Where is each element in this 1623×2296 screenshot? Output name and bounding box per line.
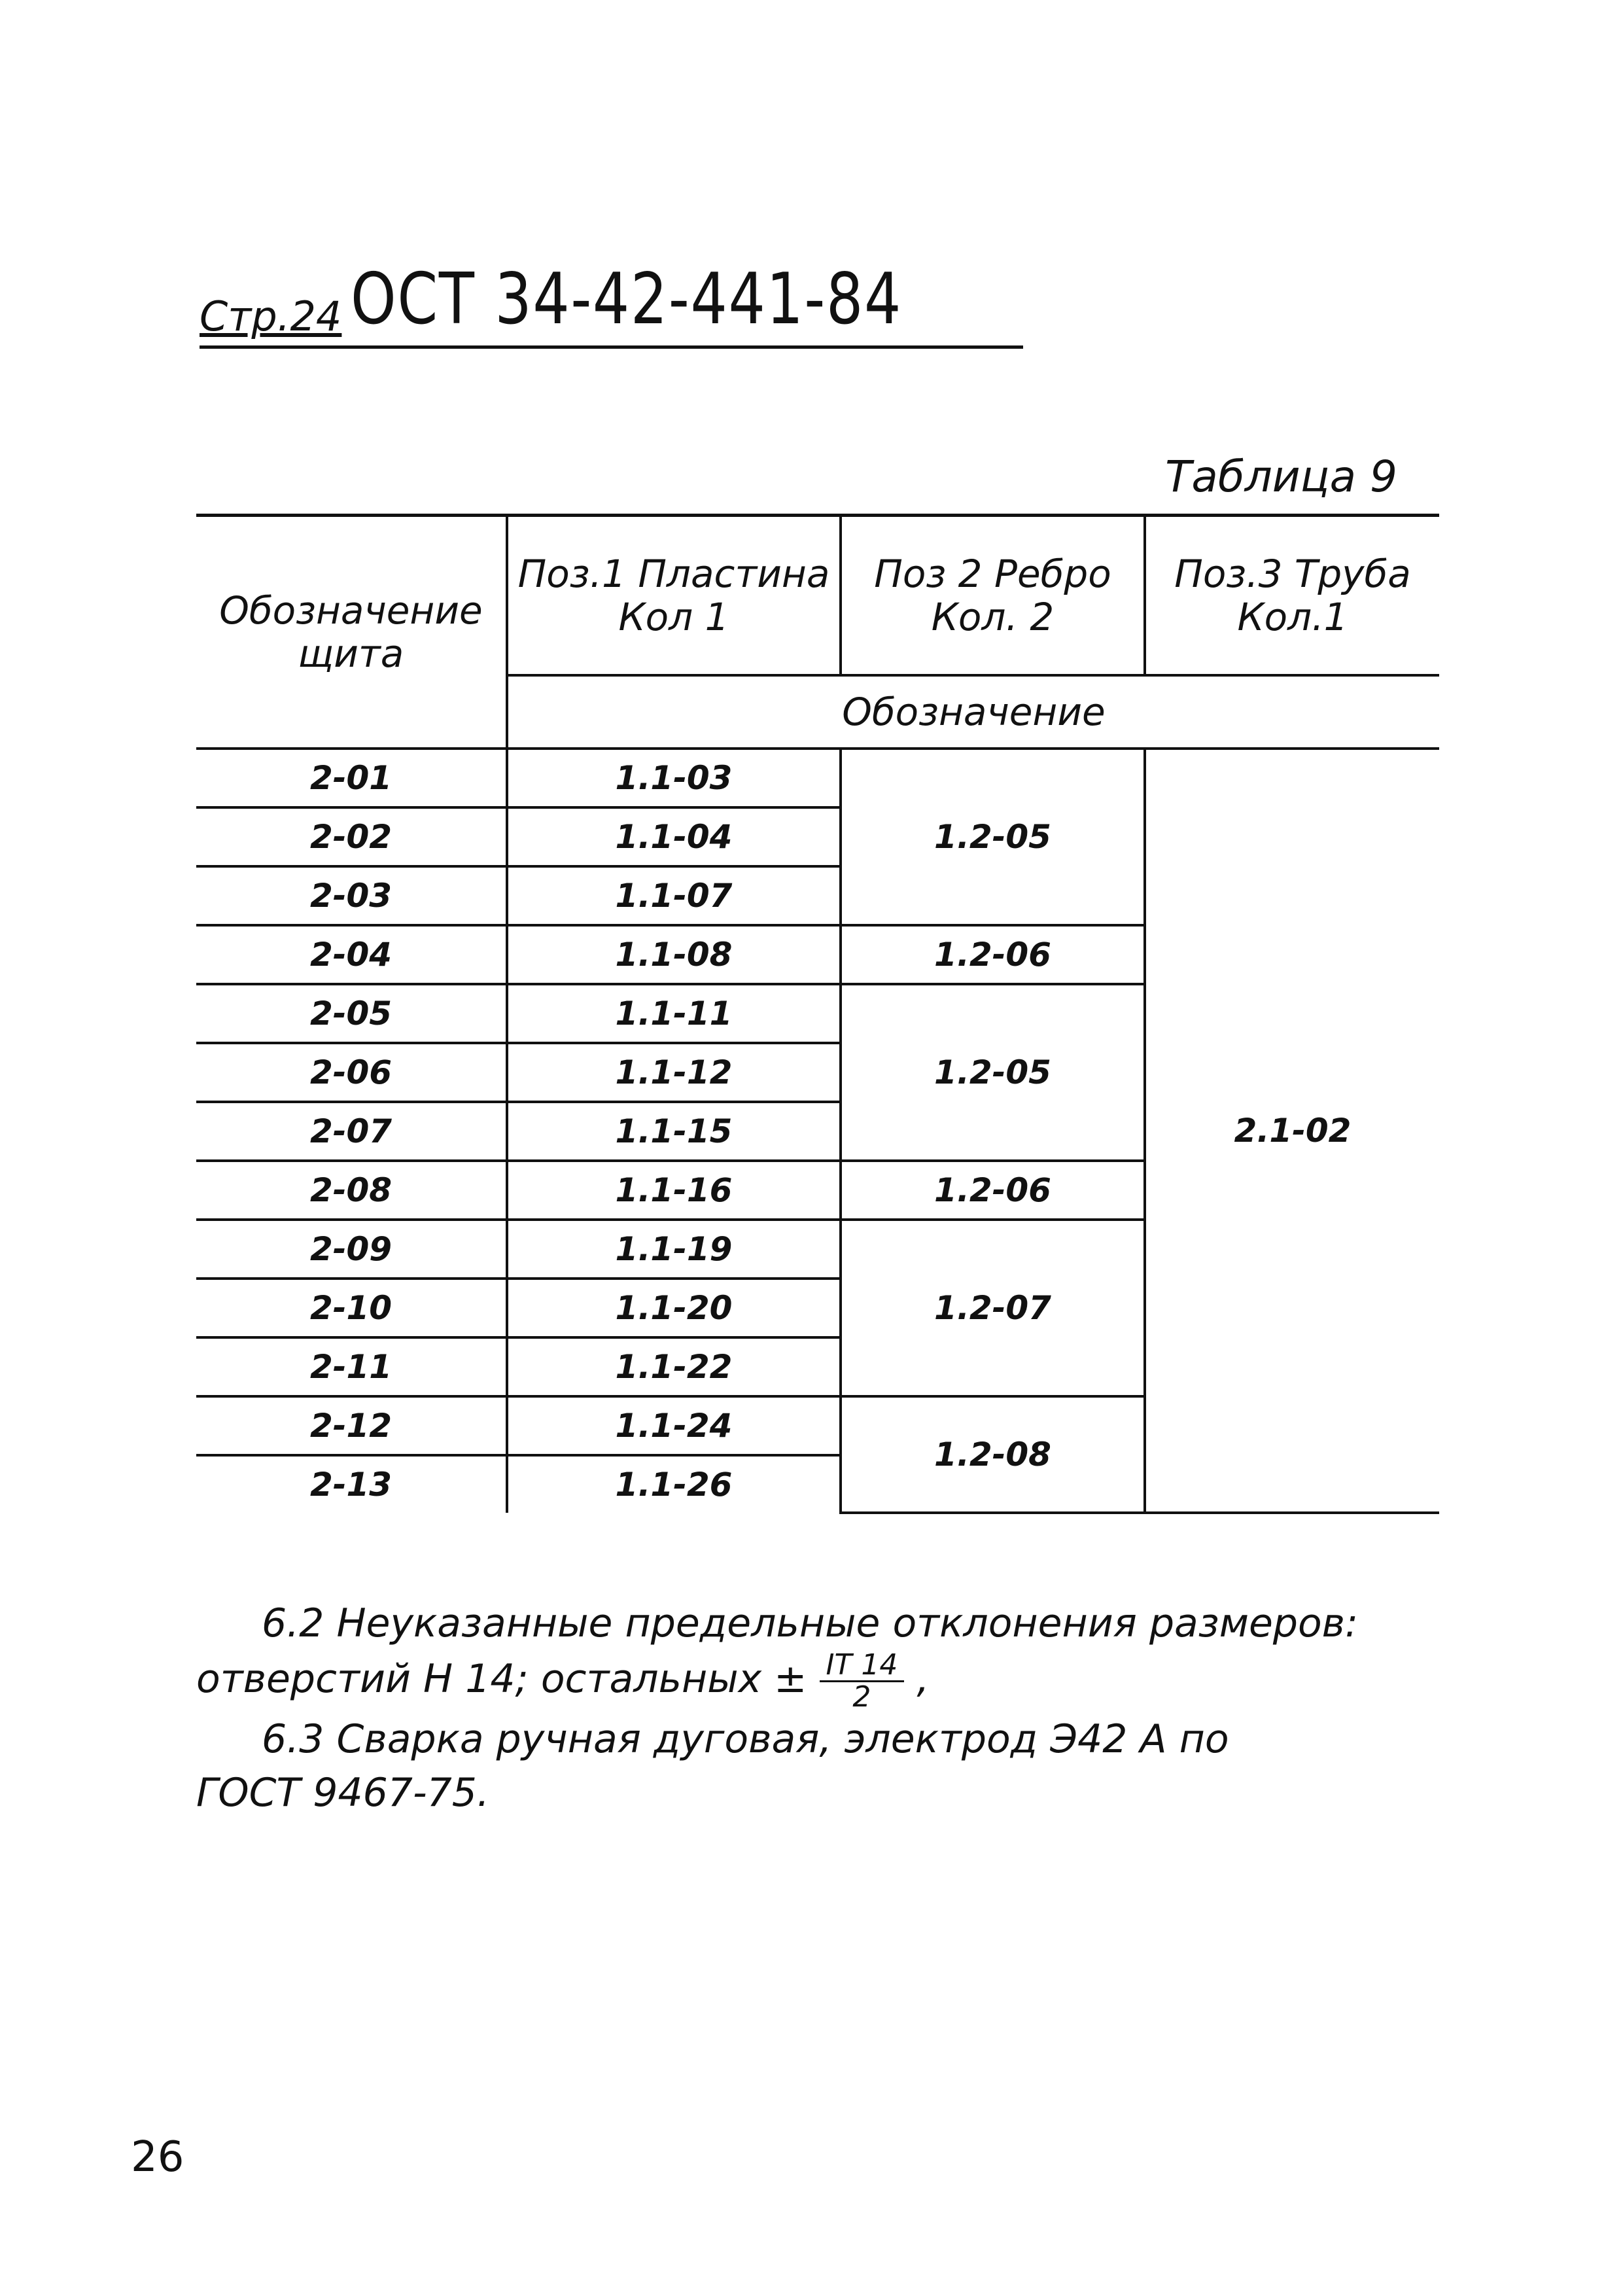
shield-cell: 2-01 (196, 749, 507, 807)
shield-cell: 2-03 (196, 866, 507, 925)
shield-cell: 2-02 (196, 807, 507, 866)
table-row (196, 749, 1439, 807)
document-header (200, 258, 1023, 349)
col-header-pos2: Поз 2 Ребро Кол. 2 (841, 516, 1145, 676)
shield-cell: 2-08 (196, 1161, 507, 1220)
pos1-cell: 1.1-08 (507, 925, 841, 984)
pos1-cell: 1.1-19 (507, 1220, 841, 1279)
pos2-cell: 1.2-07 (841, 1220, 1145, 1396)
page-number: 26 (131, 2133, 184, 2181)
fraction-numerator: IT 14 (820, 1650, 905, 1682)
pos2-cell: 1.2-06 (841, 1161, 1145, 1220)
shield-cell: 2-04 (196, 925, 507, 984)
table-caption: Таблица 9 (1165, 451, 1397, 502)
pos2-cell: 1.2-06 (841, 925, 1145, 984)
note-6-3-line-1: 6.3 Сварка ручная дуговая, электрод Э42 А по (262, 1716, 1229, 1762)
col-header-pos1: Поз.1 Пластина Кол 1 (507, 516, 841, 676)
pos1-cell: 1.1-07 (507, 866, 841, 925)
pos1-cell: 1.1-12 (507, 1043, 841, 1102)
note-6-3-line-2: ГОСТ 9467-75. (196, 1770, 490, 1816)
note-6-2-line-2 (196, 1650, 1439, 1712)
pos1-cell: 1.1-04 (507, 807, 841, 866)
pos2-cell: 1.2-05 (841, 984, 1145, 1161)
col-header-shield: Обозначение щита (196, 516, 507, 749)
shield-cell: 2-07 (196, 1102, 507, 1161)
note-6-2-end: , (916, 1656, 930, 1703)
notes-section (196, 1597, 1439, 1820)
pos1-cell: 1.1-03 (507, 749, 841, 807)
designation-header: Обозначение (507, 675, 1439, 749)
pos3-cell: 2.1-02 (1145, 749, 1439, 1513)
shield-cell: 2-13 (196, 1455, 507, 1513)
pos2-cell: 1.2-08 (841, 1396, 1145, 1513)
fraction-denominator: 2 (852, 1680, 871, 1714)
shield-cell: 2-10 (196, 1279, 507, 1337)
tolerance-fraction (820, 1650, 905, 1712)
designation-table (196, 514, 1439, 1514)
pos1-cell: 1.1-22 (507, 1337, 841, 1396)
shield-cell: 2-06 (196, 1043, 507, 1102)
shield-cell: 2-11 (196, 1337, 507, 1396)
col-header-pos3: Поз.3 Труба Кол.1 (1145, 516, 1439, 676)
pos1-cell: 1.1-16 (507, 1161, 841, 1220)
page-prefix: Стр.24 (200, 292, 342, 340)
table-9 (196, 514, 1439, 1514)
pos2-cell: 1.2-05 (841, 749, 1145, 925)
note-6-2-text: отверстий Н 14; остальных ± (196, 1656, 807, 1703)
pos1-cell: 1.1-26 (507, 1455, 841, 1513)
pos1-cell: 1.1-24 (507, 1396, 841, 1455)
note-6-2-line-1: 6.2 Неуказанные предельные отклонения размеров: (262, 1600, 1359, 1646)
standard-code: ОСТ 34-42-441-84 (351, 258, 903, 340)
pos1-cell: 1.1-11 (507, 984, 841, 1043)
pos1-cell: 1.1-15 (507, 1102, 841, 1161)
shield-cell: 2-05 (196, 984, 507, 1043)
shield-cell: 2-12 (196, 1396, 507, 1455)
shield-cell: 2-09 (196, 1220, 507, 1279)
pos1-cell: 1.1-20 (507, 1279, 841, 1337)
